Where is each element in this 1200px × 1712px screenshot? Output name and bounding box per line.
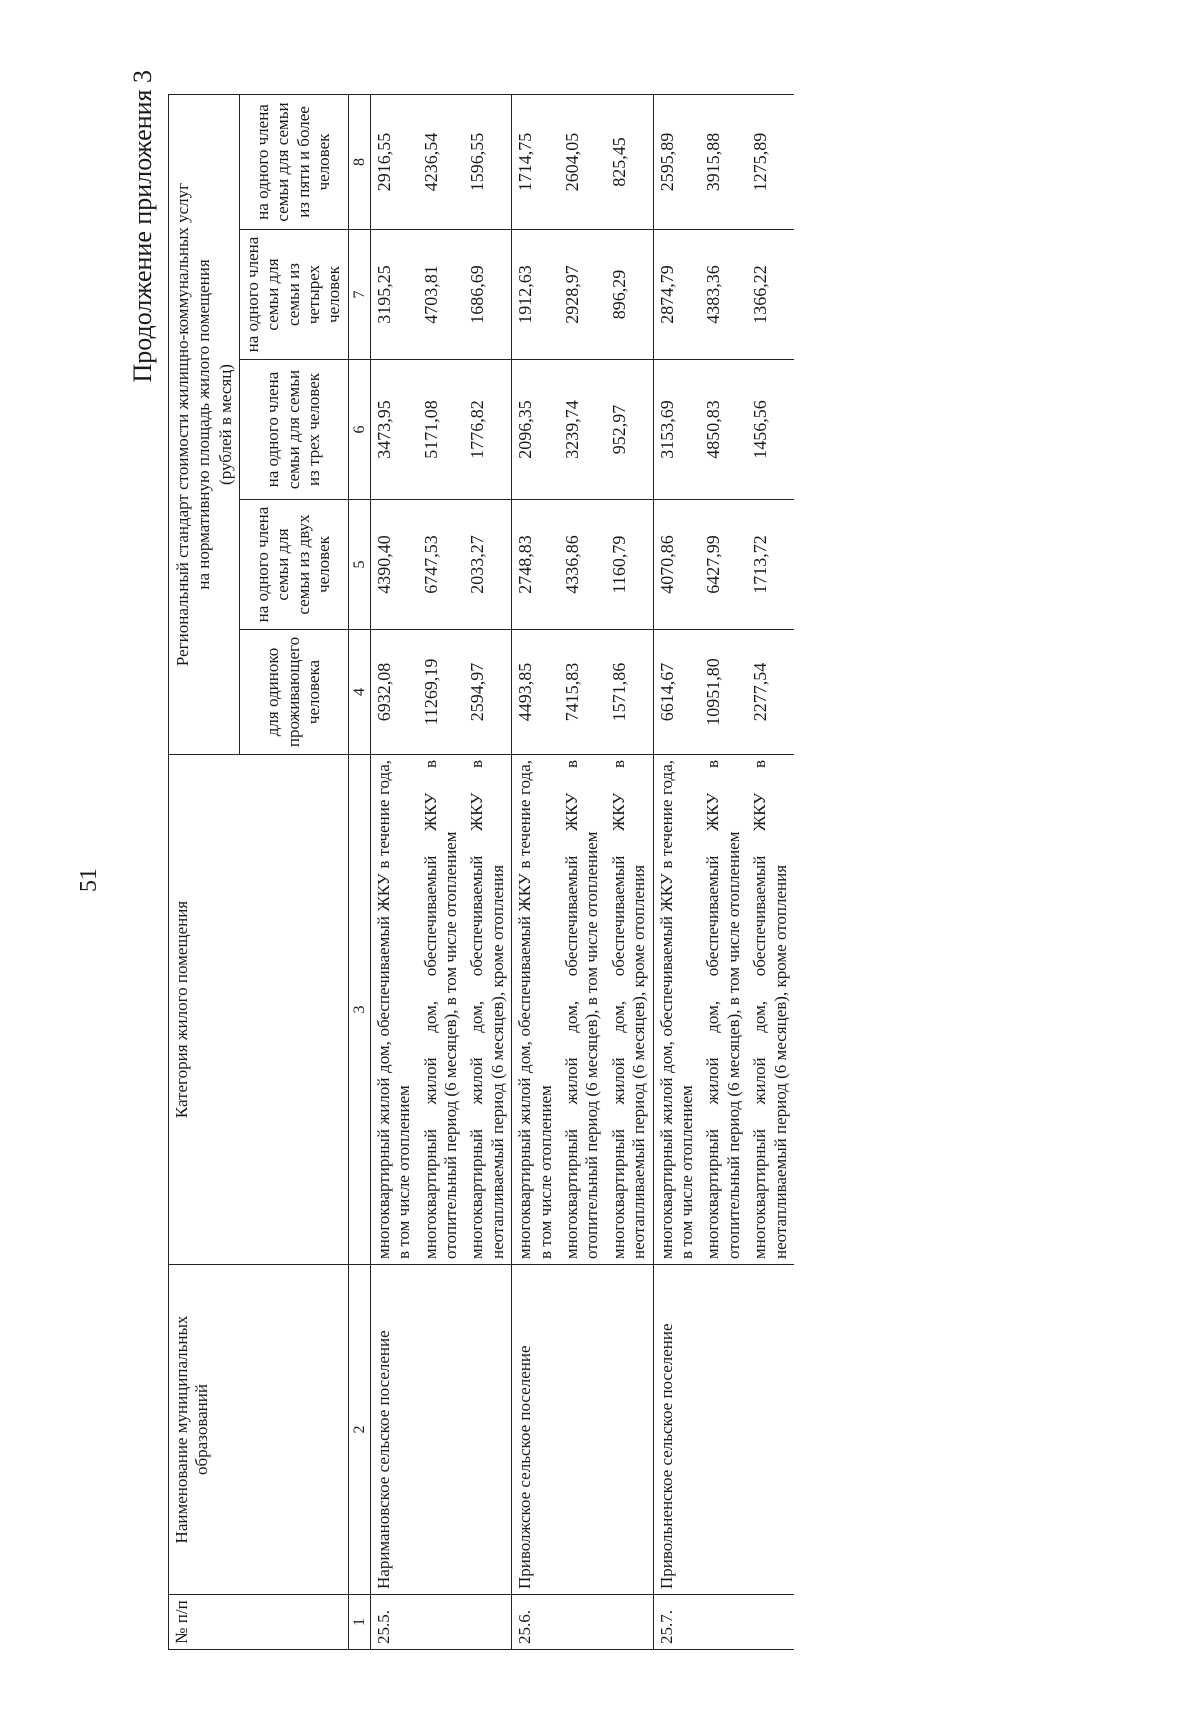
standard-value: 2096,35 <box>512 360 559 500</box>
standard-value: 4850,83 <box>700 360 747 500</box>
standard-value: 3195,25 <box>370 230 417 360</box>
standard-value: 952,97 <box>606 360 653 500</box>
housing-category: многоквартирный жилой дом, обеспечиваемый ЖКУ в отопительный период (6 месяцев), в том числе отоплением <box>700 755 747 1265</box>
standard-value: 2928,97 <box>559 230 606 360</box>
continuation-title: Продолжение приложения 3 <box>128 70 157 383</box>
housing-category: многоквартирный жилой дом, обеспечиваемый ЖКУ в течение года, в том числе отоплением <box>370 755 417 1265</box>
standard-value: 10951,80 <box>700 630 747 755</box>
standard-value: 1776,82 <box>464 360 511 500</box>
municipality-name-empty <box>559 1265 606 1595</box>
row-number-empty <box>418 1595 465 1650</box>
standard-value: 3239,74 <box>559 360 606 500</box>
column-numbers-row <box>348 94 370 1649</box>
standard-value: 7415,83 <box>559 630 606 755</box>
standard-value: 6932,08 <box>370 630 417 755</box>
standard-value: 1160,79 <box>606 500 653 630</box>
table-header <box>169 94 371 1649</box>
header-col6: на одного члена семьи для семьи из трех человек <box>239 360 348 500</box>
standard-value: 4236,54 <box>418 94 465 229</box>
column-number: 7 <box>348 230 370 360</box>
standard-value: 5171,08 <box>418 360 465 500</box>
table-row <box>464 94 511 1649</box>
standard-value: 4390,40 <box>370 500 417 630</box>
standard-value: 6614,67 <box>653 630 700 755</box>
row-number-empty <box>747 1595 794 1650</box>
table-row <box>653 94 700 1649</box>
row-number-empty <box>700 1595 747 1650</box>
table-row <box>700 94 747 1649</box>
header-standard <box>169 94 240 754</box>
housing-category: многоквартирный жилой дом, обеспечиваемый ЖКУ в отопительный период (6 месяцев), в том числе отоплением <box>418 755 465 1265</box>
table-row <box>559 94 606 1649</box>
standard-value: 6747,53 <box>418 500 465 630</box>
housing-category: многоквартирный жилой дом, обеспечиваемый ЖКУ в неотапливаемый период (6 месяцев), кроме отопления <box>464 755 511 1265</box>
row-number-empty <box>559 1595 606 1650</box>
header-standard-unit: (рублей в месяц) <box>215 364 235 485</box>
header-col4: для одиноко проживающего человека <box>239 630 348 755</box>
standards-table <box>168 94 794 1650</box>
standard-value: 2604,05 <box>559 94 606 229</box>
header-col8: на одного члена семьи для семьи из пяти и более человек <box>239 94 348 229</box>
housing-category: многоквартирный жилой дом, обеспечиваемый ЖКУ в неотапливаемый период (6 месяцев), кроме отопления <box>747 755 794 1265</box>
standard-value: 1912,63 <box>512 230 559 360</box>
header-name: Наименование муниципальных образований <box>169 1265 349 1595</box>
standard-value: 2277,54 <box>747 630 794 755</box>
column-number: 1 <box>348 1595 370 1650</box>
municipality-name-empty <box>464 1265 511 1595</box>
header-col5: на одного члена семьи для семьи из двух человек <box>239 500 348 630</box>
column-number: 6 <box>348 360 370 500</box>
table-row <box>370 94 417 1649</box>
standard-value: 1366,22 <box>747 230 794 360</box>
standard-value: 1456,56 <box>747 360 794 500</box>
standard-value: 1713,72 <box>747 500 794 630</box>
table-row <box>747 94 794 1649</box>
standard-value: 4703,81 <box>418 230 465 360</box>
column-number: 5 <box>348 500 370 630</box>
header-standard-line2: на нормативную площадь жилого помещения <box>194 259 214 590</box>
standard-value: 4336,86 <box>559 500 606 630</box>
standard-value: 2595,89 <box>653 94 700 229</box>
housing-category: многоквартирный жилой дом, обеспечиваемый ЖКУ в течение года, в том числе отоплением <box>653 755 700 1265</box>
standard-value: 2874,79 <box>653 230 700 360</box>
table-body <box>370 94 794 1649</box>
column-number: 2 <box>348 1265 370 1595</box>
standard-value: 2748,83 <box>512 500 559 630</box>
row-number: 25.5. <box>370 1595 417 1650</box>
housing-category: многоквартирный жилой дом, обеспечиваемый ЖКУ в неотапливаемый период (6 месяцев), кроме отопления <box>606 755 653 1265</box>
standard-value: 1686,69 <box>464 230 511 360</box>
standard-value: 896,29 <box>606 230 653 360</box>
standard-value: 1571,86 <box>606 630 653 755</box>
row-number: 25.6. <box>512 1595 559 1650</box>
header-col7: на одного члена семьи для семьи из четырех человек <box>239 230 348 360</box>
standard-value: 1714,75 <box>512 94 559 229</box>
column-number: 8 <box>348 94 370 229</box>
housing-category: многоквартирный жилой дом, обеспечиваемый ЖКУ в отопительный период (6 месяцев), в том числе отоплением <box>559 755 606 1265</box>
standard-value: 4383,36 <box>700 230 747 360</box>
housing-category: многоквартирный жилой дом, обеспечиваемый ЖКУ в течение года, в том числе отоплением <box>512 755 559 1265</box>
municipality-name: Привольненское сельское поселение <box>653 1265 700 1595</box>
municipality-name-empty <box>606 1265 653 1595</box>
municipality-name: Приволжское сельское поселение <box>512 1265 559 1595</box>
standard-value: 6427,99 <box>700 500 747 630</box>
standard-value: 3473,95 <box>370 360 417 500</box>
standard-value: 2594,97 <box>464 630 511 755</box>
table-row <box>512 94 559 1649</box>
municipality-name: Наримановское сельское поселение <box>370 1265 417 1595</box>
standard-value: 2033,27 <box>464 500 511 630</box>
municipality-name-empty <box>418 1265 465 1595</box>
page-number: 51 <box>76 868 102 892</box>
column-number: 3 <box>348 755 370 1265</box>
header-category: Категория жилого помещения <box>169 755 349 1265</box>
standard-value: 1275,89 <box>747 94 794 229</box>
header-num: № п/п <box>169 1595 349 1650</box>
column-number: 4 <box>348 630 370 755</box>
standard-value: 1596,55 <box>464 94 511 229</box>
standard-value: 11269,19 <box>418 630 465 755</box>
standard-value: 3153,69 <box>653 360 700 500</box>
municipality-name-empty <box>747 1265 794 1595</box>
table-row <box>418 94 465 1649</box>
row-number-empty <box>606 1595 653 1650</box>
row-number-empty <box>464 1595 511 1650</box>
standard-value: 3915,88 <box>700 94 747 229</box>
header-standard-line1: Региональный стандарт стоимости жилищно-коммунальных услуг <box>173 182 192 667</box>
standard-value: 825,45 <box>606 94 653 229</box>
table-row <box>606 94 653 1649</box>
standard-value: 2916,55 <box>370 94 417 229</box>
standard-value: 4070,86 <box>653 500 700 630</box>
municipality-name-empty <box>700 1265 747 1595</box>
row-number: 25.7. <box>653 1595 700 1650</box>
standard-value: 4493,85 <box>512 630 559 755</box>
